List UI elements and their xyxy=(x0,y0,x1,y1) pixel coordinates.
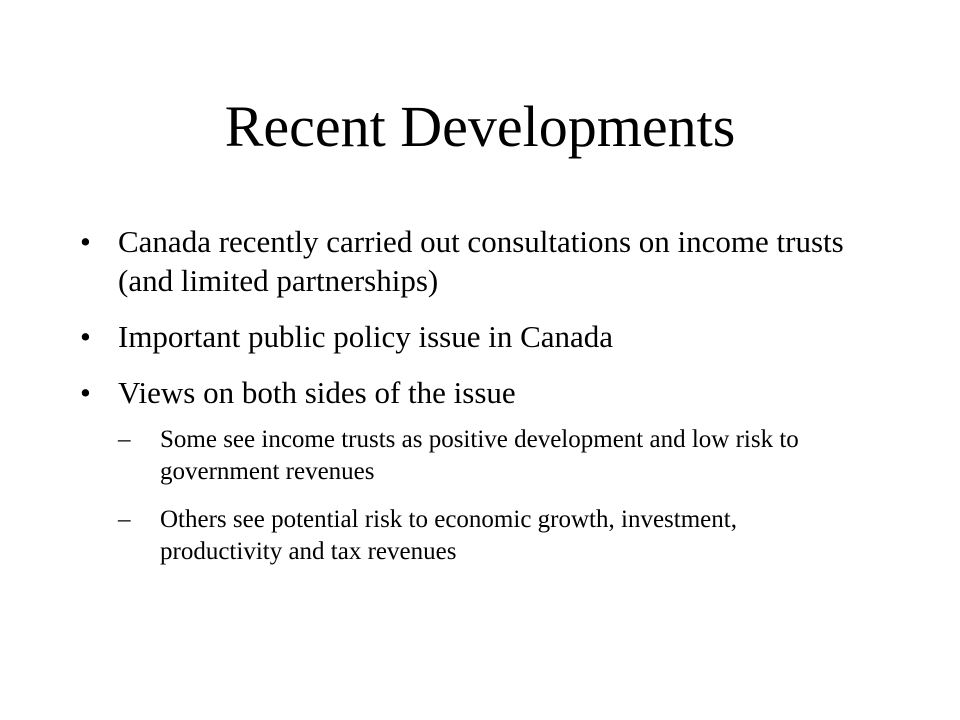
bullet-marker: • xyxy=(80,319,91,354)
sub-bullet-marker: – xyxy=(118,426,131,453)
bullet-marker: • xyxy=(80,224,91,259)
sub-bullet-list xyxy=(118,424,880,568)
sub-bullet-text: Others see potential risk to economic growth, investment, productivity and tax revenues xyxy=(160,506,737,565)
bullet-text: Canada recently carried out consultations on income trusts (and limited partnerships) xyxy=(118,224,844,298)
bullet-item xyxy=(80,222,880,300)
sub-bullet-marker: – xyxy=(118,506,131,533)
sub-bullet-text: Some see income trusts as positive development and low risk to government revenues xyxy=(160,426,799,485)
bullet-text: Important public policy issue in Canada xyxy=(118,319,614,354)
bullet-item xyxy=(80,317,880,356)
sub-bullet-item xyxy=(118,424,842,488)
bullet-list xyxy=(80,222,880,585)
bullet-text: Views on both sides of the issue xyxy=(118,375,516,410)
sub-bullet-item xyxy=(118,504,842,568)
bullet-marker: • xyxy=(80,375,91,410)
bullet-item xyxy=(80,373,880,568)
slide-title: Recent Developments xyxy=(224,94,736,159)
